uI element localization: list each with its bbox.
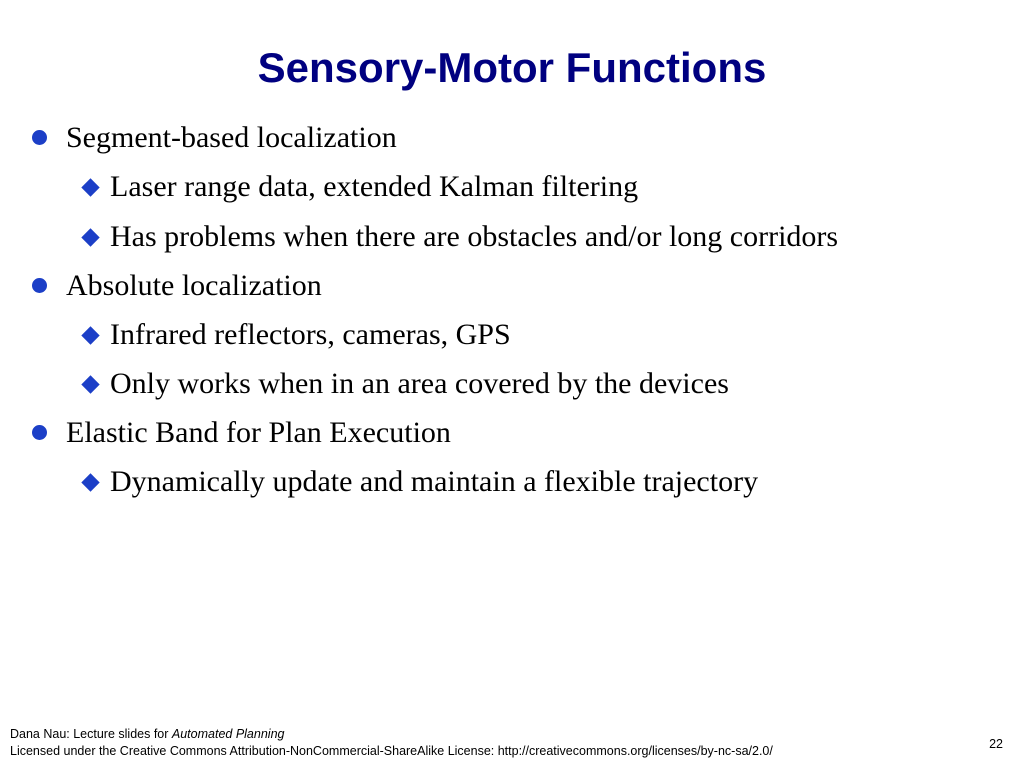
sub-bullet-text: Laser range data, extended Kalman filtering [110,170,639,203]
sub-bullet-text: Infrared reflectors, cameras, GPS [110,318,511,351]
bullet-dot-icon [32,425,47,440]
bullet-text: Elastic Band for Plan Execution [66,416,451,449]
sub-bullet-text: Dynamically update and maintain a flexible trajectory [110,465,759,498]
diamond-bullet-icon [81,375,99,393]
slide-title: Sensory-Motor Functions [257,44,767,91]
footer-license: Licensed under the Creative Commons Attribution-NonCommercial-ShareAlike License: http://creativecommons.org/licenses/by-nc-sa/2.0/ [10,744,773,758]
footer-course-title: Automated Planning [171,727,285,741]
diamond-bullet-icon [81,178,99,196]
diamond-bullet-icon [81,326,99,344]
bullet-dot-icon [32,278,47,293]
diamond-bullet-icon [81,228,99,246]
footer-credit-prefix: Dana Nau: Lecture slides for [10,727,172,741]
sub-bullet-text: Only works when in an area covered by the devices [110,367,729,400]
sub-bullet-text: Has problems when there are obstacles and/or long corridors [110,220,839,253]
footer-credits [10,726,773,760]
footer-credit-line [10,726,773,743]
page-number: 22 [989,737,1003,751]
bullet-text: Segment-based localization [66,121,397,154]
bullet-text: Absolute localization [66,269,322,302]
bullet-dot-icon [32,130,47,145]
diamond-bullet-icon [81,473,99,491]
